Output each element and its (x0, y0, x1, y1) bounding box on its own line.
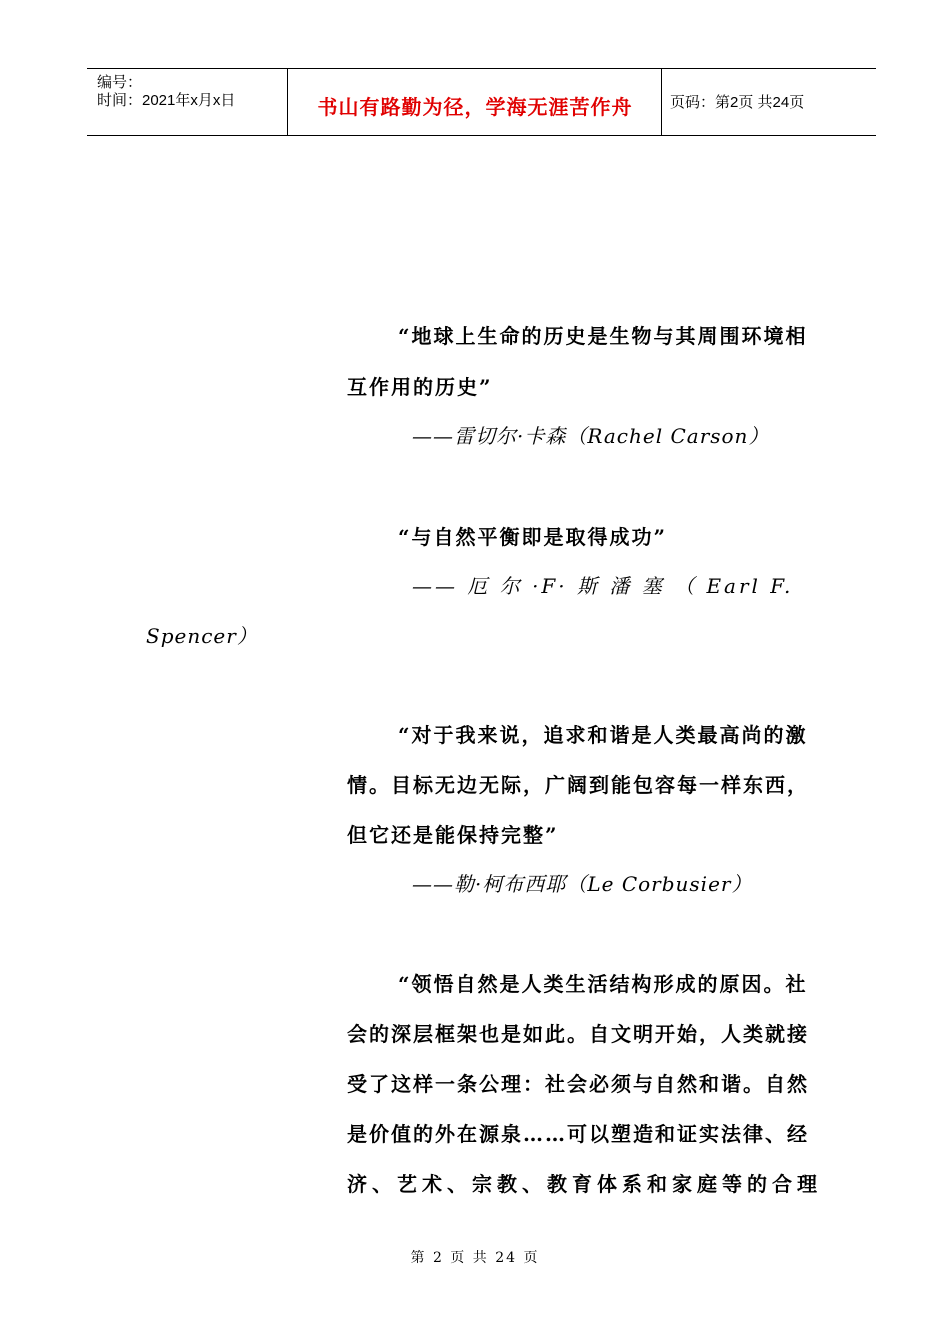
document-date: 时间：2021年x月x日 (97, 92, 236, 109)
quote-1-line-1: “地球上生命的历史是生物与其周围环境相 (398, 324, 808, 348)
quote-2-attribution-line-2: Spencer） (146, 624, 258, 648)
header-motto-cell (288, 69, 662, 135)
quote-4-line-3: 受了这样一条公理：社会必须与自然和谐。自然 (347, 1072, 809, 1096)
quote-1-line-2: 互作用的历史” (347, 375, 493, 399)
quote-2-attribution-line-1: —— 厄 尔 ·F· 斯 潘 塞 （ Earl F. (412, 574, 794, 598)
quote-3-line-2: 情。目标无边无际，广阔到能包容每一样东西， (347, 773, 809, 797)
quote-4-line-2: 会的深层框架也是如此。自文明开始，人类就接 (347, 1022, 809, 1046)
page-footer: 第 2 页 共 24 页 (410, 1250, 540, 1266)
header-page-info: 页码：第2页 共24页 (670, 94, 805, 111)
quote-3-line-3: 但它还是能保持完整” (347, 823, 559, 847)
document-number-label: 编号： (97, 74, 143, 91)
quote-3-line-1: “对于我来说，追求和谐是人类最高尚的激 (398, 723, 808, 747)
quote-4-line-5: 济、艺术、宗教、教育体系和家庭等的合理 (347, 1172, 822, 1196)
quote-3-attribution: ——勒·柯布西耶（Le Corbusier） (412, 872, 753, 896)
header-meta-cell (87, 69, 288, 135)
quote-4-line-1: “领悟自然是人类生活结构形成的原因。社 (398, 972, 808, 996)
quote-2-line-1: “与自然平衡即是取得成功” (398, 525, 668, 549)
document-header (87, 68, 876, 136)
header-motto: 书山有路勤为径，学海无涯苦作舟 (317, 95, 633, 119)
quote-4-line-4: 是价值的外在源泉……可以塑造和证实法律、经 (347, 1122, 809, 1146)
quote-1-attribution: ——雷切尔·卡森（Rachel Carson） (412, 424, 770, 448)
header-page-cell (662, 69, 876, 135)
